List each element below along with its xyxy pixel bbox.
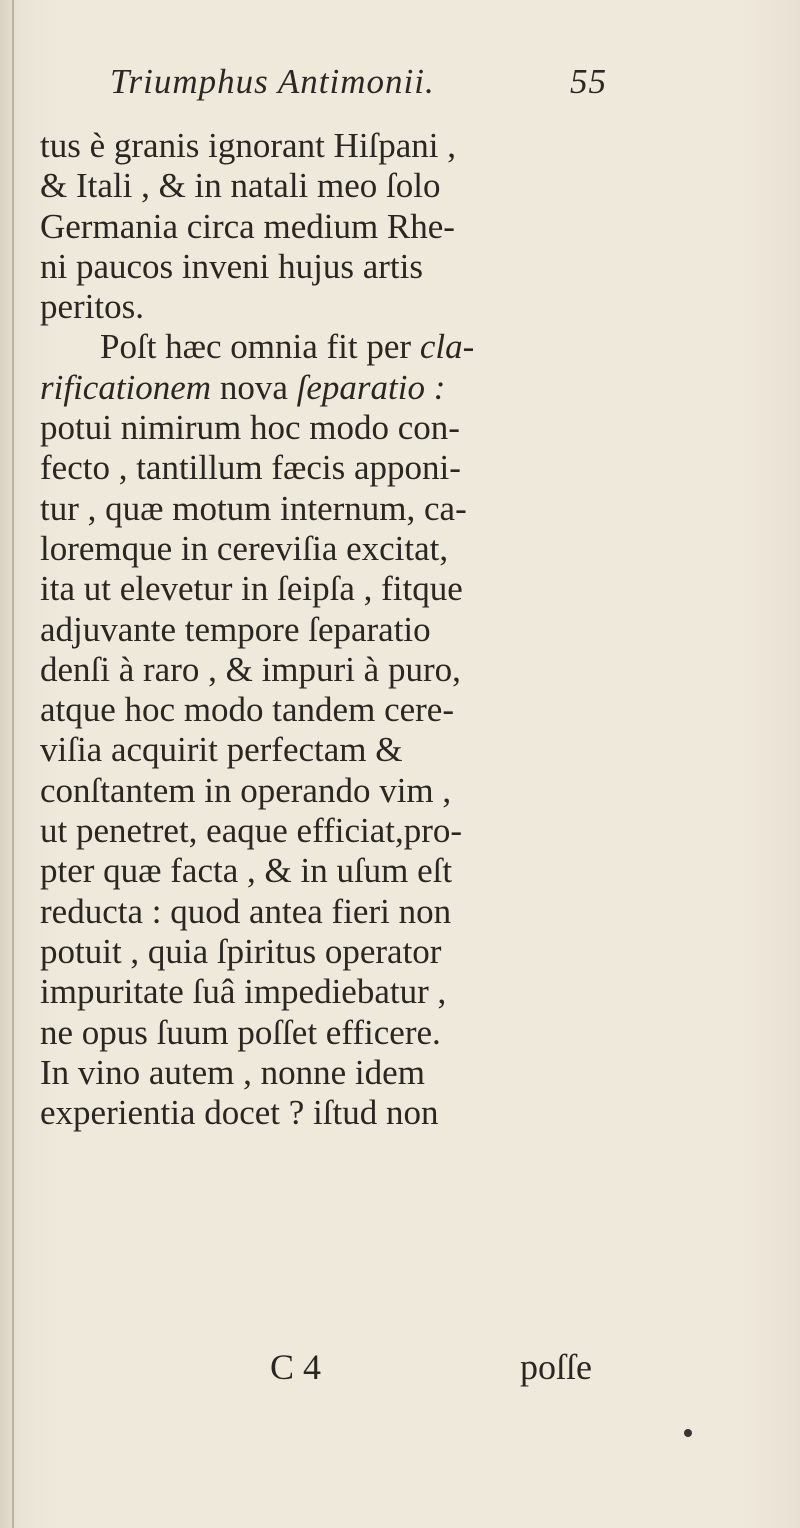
italic-term: cla-: [419, 327, 475, 367]
text-line: conſtantem in operando vim ,: [40, 770, 452, 810]
text-line: tur , quæ motum internum, ca-: [40, 488, 467, 528]
text-line: adjuvante tempore ſeparatio: [40, 609, 431, 649]
running-header: [110, 62, 670, 102]
text-line: potuit , quia ſpiritus operator: [40, 931, 442, 971]
text-line: loremque in cereviſia excitat,: [40, 528, 449, 568]
text-line: ita ut elevetur in ſeipſa , fitque: [40, 569, 463, 609]
text-line: ni paucos inveni hujus artis: [40, 246, 424, 286]
text-line: & Itali , & in natali meo ſolo: [40, 166, 441, 206]
page-number: 55: [570, 62, 607, 101]
paragraph-start-line: [40, 327, 740, 367]
text-line: pter quæ facta , & in uſum eſt: [40, 851, 453, 891]
text-line: atque hoc modo tandem cere-: [40, 690, 454, 730]
page-gutter: [12, 0, 14, 1528]
text-segment: nova: [211, 367, 297, 407]
text-line: [40, 368, 740, 408]
italic-term: rificationem: [40, 367, 212, 407]
ink-spot: [684, 1429, 692, 1437]
catchword: poſſe: [520, 1347, 592, 1387]
text-line: In vino autem , nonne idem: [40, 1052, 425, 1092]
text-line: denſi à raro , & impuri à puro,: [40, 649, 461, 689]
text-line: Germania circa medium Rhe-: [40, 206, 455, 246]
body-text: [40, 126, 740, 1133]
italic-term: ſeparatio :: [296, 367, 446, 407]
text-line: potui nimirum hoc modo con-: [40, 408, 460, 448]
running-title: Triumphus Antimonii.: [110, 62, 435, 101]
text-line: experientia docet ? iſtud non: [40, 1093, 439, 1133]
text-line: fecto , tantillum fæcis apponi-: [40, 448, 461, 488]
text-line: tus è granis ignorant Hiſpani ,: [40, 126, 457, 165]
text-line: ut penetret, eaque efficiat,pro-: [40, 811, 463, 851]
text-line: ne opus ſuum poſſet efficere.: [40, 1012, 441, 1052]
text-line: reducta : quod antea fieri non: [40, 891, 452, 931]
text-line: viſia acquirit perfectam &: [40, 730, 403, 770]
text-line: impuritate ſuâ impediebatur ,: [40, 972, 447, 1012]
signature-mark: C 4: [270, 1347, 322, 1387]
text-segment: Poſt hæc omnia fit per: [100, 327, 420, 367]
text-line: peritos.: [40, 287, 145, 327]
